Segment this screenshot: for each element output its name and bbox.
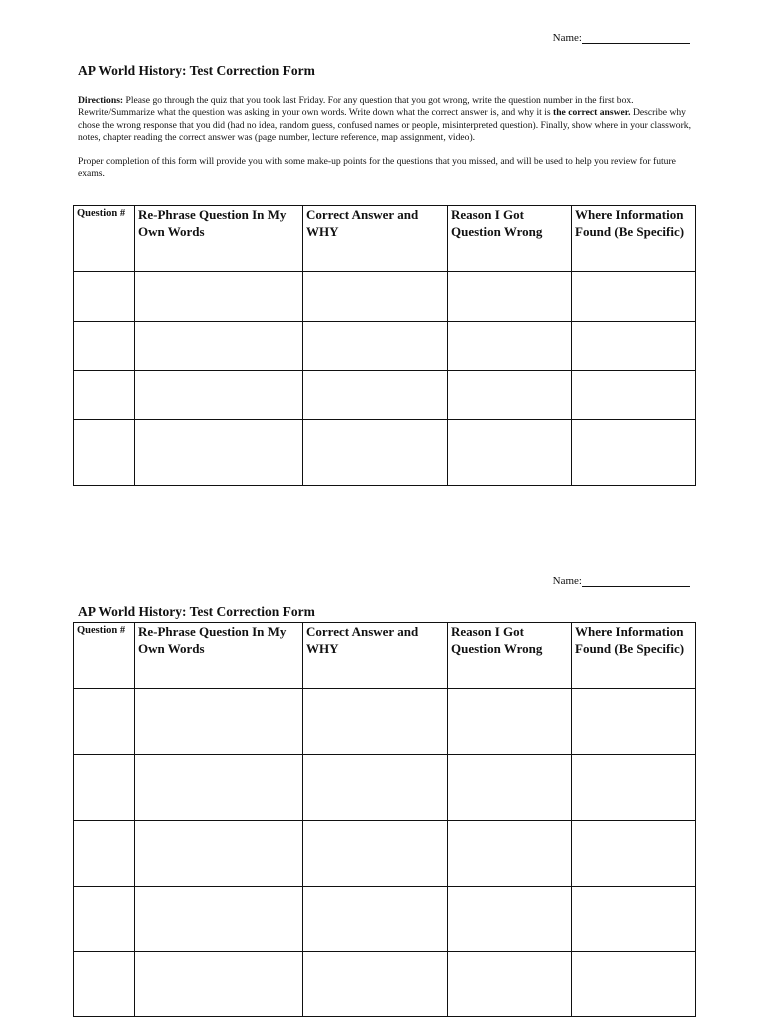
form-title-top: AP World History: Test Correction Form <box>78 63 315 78</box>
directions-paragraph <box>78 95 694 144</box>
cell-rephrase[interactable] <box>135 821 303 887</box>
name-label: Name: <box>552 575 582 587</box>
table-row <box>74 755 696 821</box>
cell-correct-answer[interactable] <box>303 272 448 322</box>
directions-bold-1: the correct answer. <box>553 107 631 119</box>
header-question-number: Question # <box>74 206 135 272</box>
name-field-top <box>553 32 690 44</box>
table-row <box>74 689 696 755</box>
header-correct-answer: Correct Answer and WHY <box>303 623 448 689</box>
table-row <box>74 821 696 887</box>
header-where-found: Where Information Found (Be Specific) <box>572 206 696 272</box>
header-row <box>74 206 696 272</box>
cell-rephrase[interactable] <box>135 420 303 486</box>
header-correct-answer: Correct Answer and WHY <box>303 206 448 272</box>
cell-question-number[interactable] <box>74 887 135 952</box>
cell-rephrase[interactable] <box>135 371 303 420</box>
cell-question-number[interactable] <box>74 952 135 1017</box>
cell-reason-wrong[interactable] <box>448 371 572 420</box>
table-row <box>74 272 696 322</box>
name-field-bottom <box>553 575 690 587</box>
header-reason-wrong: Reason I Got Question Wrong <box>448 623 572 689</box>
cell-question-number[interactable] <box>74 322 135 371</box>
cell-rephrase[interactable] <box>135 952 303 1017</box>
header-reason-wrong: Reason I Got Question Wrong <box>448 206 572 272</box>
cell-where-found[interactable] <box>572 887 696 952</box>
header-rephrase: Re-Phrase Question In My Own Words <box>135 623 303 689</box>
cell-rephrase[interactable] <box>135 689 303 755</box>
table-row <box>74 887 696 952</box>
cell-reason-wrong[interactable] <box>448 755 572 821</box>
header-question-number: Question # <box>74 623 135 689</box>
cell-reason-wrong[interactable] <box>448 952 572 1017</box>
cell-where-found[interactable] <box>572 322 696 371</box>
cell-question-number[interactable] <box>74 689 135 755</box>
table-row <box>74 371 696 420</box>
cell-where-found[interactable] <box>572 689 696 755</box>
cell-correct-answer[interactable] <box>303 755 448 821</box>
cell-correct-answer[interactable] <box>303 821 448 887</box>
header-row <box>74 623 696 689</box>
cell-question-number[interactable] <box>74 272 135 322</box>
header-rephrase: Re-Phrase Question In My Own Words <box>135 206 303 272</box>
cell-where-found[interactable] <box>572 821 696 887</box>
cell-question-number[interactable] <box>74 371 135 420</box>
cell-rephrase[interactable] <box>135 322 303 371</box>
cell-question-number[interactable] <box>74 821 135 887</box>
cell-reason-wrong[interactable] <box>448 821 572 887</box>
directions-label: Directions: <box>78 95 124 106</box>
cell-question-number[interactable] <box>74 755 135 821</box>
correction-table-top <box>73 205 696 486</box>
cell-reason-wrong[interactable] <box>448 689 572 755</box>
directions-text-2: Describe why chose the wrong response that you did (had no idea, random guess, confused names or people, misinterpreted question). Finally, show where in your classwork, notes, chapter reading the correct answer was (page number, lecture reference, map assignment, video). <box>78 107 691 143</box>
form-title-bottom: AP World History: Test Correction Form <box>78 604 315 619</box>
cell-question-number[interactable] <box>74 420 135 486</box>
cell-rephrase[interactable] <box>135 755 303 821</box>
cell-where-found[interactable] <box>572 755 696 821</box>
completion-paragraph: Proper completion of this form will provide you with some make-up points for the questions that you missed, and will be used to help you review for future exams. <box>78 156 676 180</box>
cell-correct-answer[interactable] <box>303 322 448 371</box>
table-row <box>74 952 696 1017</box>
cell-reason-wrong[interactable] <box>448 272 572 322</box>
cell-correct-answer[interactable] <box>303 887 448 952</box>
name-label: Name: <box>552 32 582 44</box>
directions-text-1: Please go through the quiz that you took last Friday. For any question that you got wrong, write the question number in the first box. Rewrite/Summarize what the question was asking in your own words. Write down what the correct answer is, and why it is <box>78 95 634 119</box>
cell-where-found[interactable] <box>572 371 696 420</box>
cell-reason-wrong[interactable] <box>448 887 572 952</box>
table-row <box>74 322 696 371</box>
name-blank-line[interactable] <box>582 575 690 587</box>
cell-correct-answer[interactable] <box>303 689 448 755</box>
correction-table-bottom <box>73 622 696 1017</box>
cell-where-found[interactable] <box>572 420 696 486</box>
header-where-found: Where Information Found (Be Specific) <box>572 623 696 689</box>
cell-reason-wrong[interactable] <box>448 420 572 486</box>
name-blank-line[interactable] <box>582 32 690 44</box>
cell-correct-answer[interactable] <box>303 371 448 420</box>
cell-reason-wrong[interactable] <box>448 322 572 371</box>
cell-correct-answer[interactable] <box>303 952 448 1017</box>
cell-correct-answer[interactable] <box>303 420 448 486</box>
table-row <box>74 420 696 486</box>
cell-rephrase[interactable] <box>135 272 303 322</box>
cell-rephrase[interactable] <box>135 887 303 952</box>
cell-where-found[interactable] <box>572 952 696 1017</box>
cell-where-found[interactable] <box>572 272 696 322</box>
